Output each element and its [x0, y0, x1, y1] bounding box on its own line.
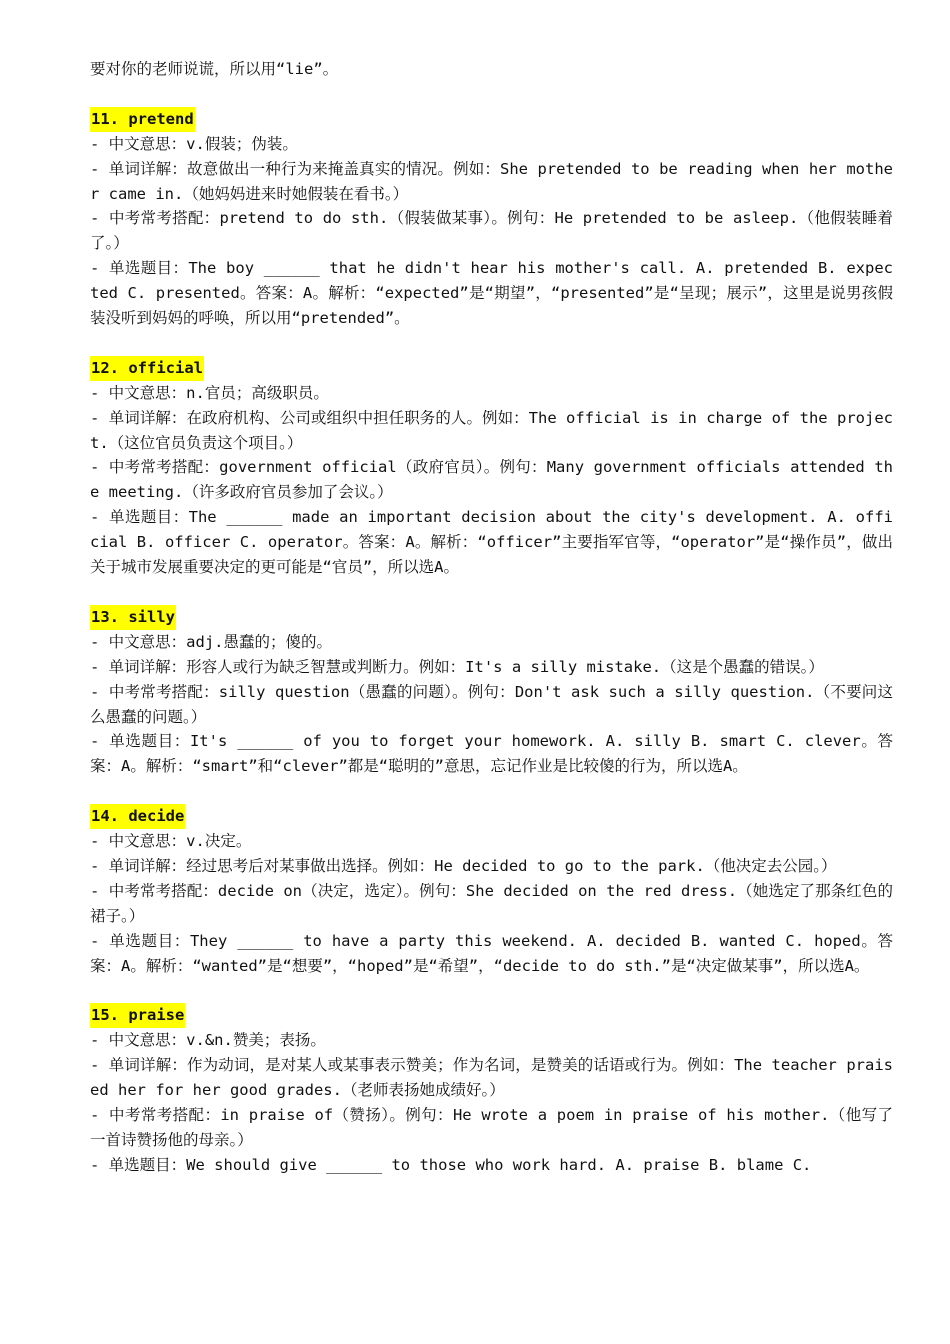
entry-detail: - 单词详解：形容人或行为缺乏智慧或判断力。例如：It's a silly mistake.（这是个愚蠢的错误。）	[90, 657, 824, 676]
entry-collocation: - 中考常考搭配：government official（政府官员）。例句：Many government officials attended the meeting.（许多政府官员参加了会议。）	[90, 458, 893, 502]
entry-heading: 12. official	[90, 356, 204, 381]
entry-meaning: - 中文意思：v.决定。	[90, 832, 252, 851]
entry-heading: 13. silly	[90, 605, 176, 630]
entry-meaning: - 中文意思：adj.愚蠢的；傻的。	[90, 632, 332, 651]
entry-question: - 单选题目：The boy ______ that he didn't hear his mother's call. A. pretended B. expected C. presented。答案：A。解析：“expected”是“期望”，“presented”是“呈现；展示”，这里是说男孩假装没听到妈妈的呼唤，所以用“pretended”。	[90, 259, 893, 328]
entry-question: - 单选题目：They ______ to have a party this weekend. A. decided B. wanted C. hoped。答案：A。解析：“wanted”是“想要”，“hoped”是“希望”，“decide to do sth.”是“决定做某事”，所以选A。	[90, 931, 893, 975]
entry-meaning: - 中文意思：v.假装；伪装。	[90, 134, 298, 153]
entry-detail: - 单词详解：作为动词，是对某人或某事表示赞美；作为名词，是赞美的话语或行为。例如：The teacher praised her for her good grades.（老师表扬她成绩好。）	[90, 1056, 893, 1100]
entry-meaning: - 中文意思：v.&n.赞美；表扬。	[90, 1031, 326, 1050]
vocab-entry-decide	[90, 804, 893, 978]
entry-meaning: - 中文意思：n.官员；高级职员。	[90, 383, 329, 402]
entry-detail: - 单词详解：经过思考后对某事做出选择。例如：He decided to go to the park.（他决定去公园。）	[90, 856, 837, 875]
entry-collocation: - 中考常考搭配：in praise of（赞扬）。例句：He wrote a poem in praise of his mother.（他写了一首诗赞扬他的母亲。）	[90, 1105, 893, 1149]
document-page	[90, 57, 893, 1203]
entry-collocation: - 中考常考搭配：silly question（愚蠢的问题）。例句：Don't ask such a silly question.（不要问这么愚蠢的问题。）	[90, 682, 893, 726]
entry-question: - 单选题目：The ______ made an important decision about the city's development. A. official B. officer C. operator。答案：A。解析：“officer”主要指军官等，“operator”是“操作员”，做出关于城市发展重要决定的更可能是“官员”，所以选A。	[90, 508, 893, 577]
entry-heading: 11. pretend	[90, 107, 195, 132]
entry-question: - 单选题目：We should give ______ to those who work hard. A. praise B. blame C.	[90, 1155, 812, 1174]
vocab-entry-official	[90, 356, 893, 580]
entry-heading: 14. decide	[90, 804, 185, 829]
vocab-entry-silly	[90, 605, 893, 779]
vocab-entry-praise	[90, 1003, 893, 1177]
entry-collocation: - 中考常考搭配：pretend to do sth.（假装做某事）。例句：He pretended to be asleep.（他假装睡着了。）	[90, 209, 893, 253]
entry-detail: - 单词详解：故意做出一种行为来掩盖真实的情况。例如：She pretended to be reading when her mother came in.（她妈妈进来时她假装在看书。）	[90, 159, 893, 203]
entry-collocation: - 中考常考搭配：decide on（决定，选定）。例句：She decided on the red dress.（她选定了那条红色的裙子。）	[90, 881, 893, 925]
entry-heading: 15. praise	[90, 1003, 185, 1028]
intro-text: 要对你的老师说谎，所以用“lie”。	[90, 60, 339, 78]
entry-question: - 单选题目：It's ______ of you to forget your homework. A. silly B. smart C. clever。答案：A。解析：“smart”和“clever”都是“聪明的”意思，忘记作业是比较傻的行为，所以选A。	[90, 732, 893, 776]
entry-detail: - 单词详解：在政府机构、公司或组织中担任职务的人。例如：The official is in charge of the project.（这位官员负责这个项目。）	[90, 408, 893, 452]
vocab-entry-pretend	[90, 107, 893, 331]
